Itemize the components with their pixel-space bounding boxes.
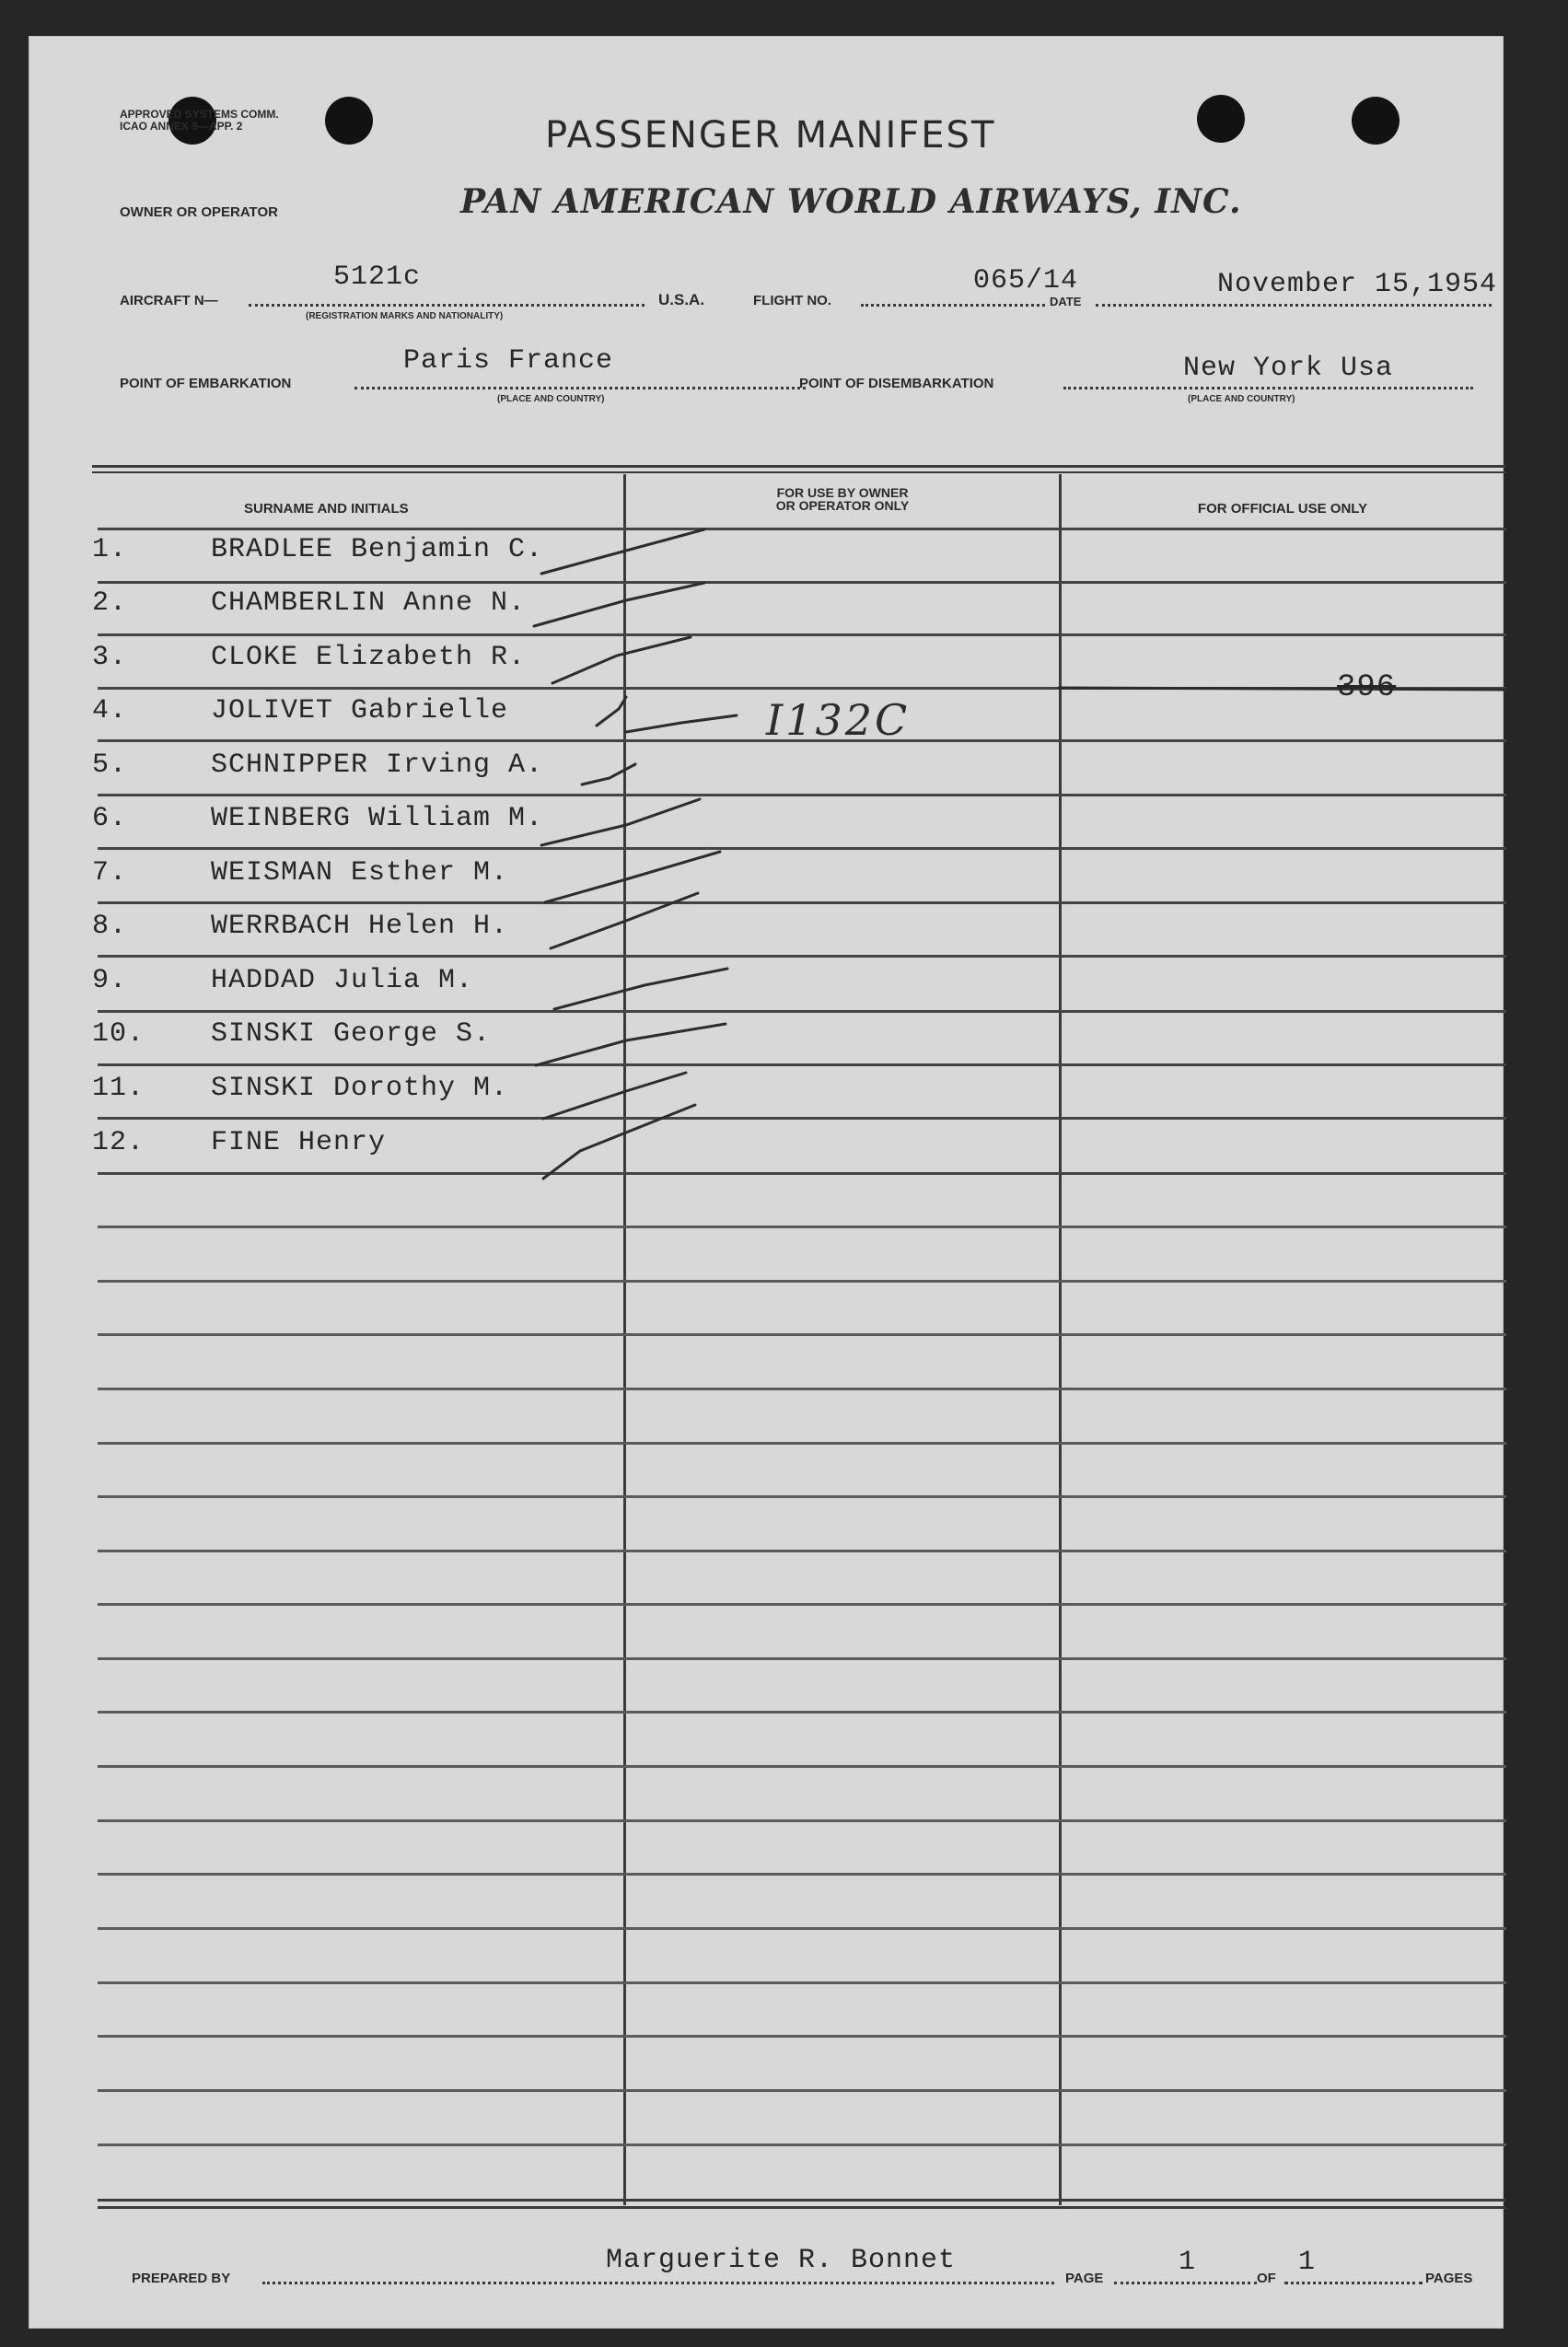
row-number: 12. <box>92 1127 145 1158</box>
checkmark <box>626 715 737 732</box>
passenger-name: CHAMBERLIN Anne N. <box>211 587 527 619</box>
owner-header-line-2: OR OPERATOR ONLY <box>775 498 910 513</box>
passenger-name: SCHNIPPER Irving A. <box>211 749 544 781</box>
passenger-name: HADDAD Julia M. <box>211 965 474 996</box>
checkmark <box>541 799 700 845</box>
disembark-sub: (PLACE AND COUNTRY) <box>1188 394 1295 404</box>
prepared-label: PREPARED BY <box>132 2271 231 2286</box>
column-header-names: SURNAME AND INITIALS <box>244 501 409 517</box>
passenger-name: SINSKI Dorothy M. <box>211 1073 509 1104</box>
official-number: 396 <box>1337 670 1397 705</box>
checkmark <box>536 1024 726 1065</box>
checkmark <box>554 969 727 1009</box>
passenger-name: WEISMAN Esther M. <box>211 857 509 889</box>
approval-line-1: APPROVED SYSTEMS COMM. <box>120 108 279 121</box>
disembark-label: POINT OF DISEMBARKATION <box>799 376 994 391</box>
pages-label: PAGES <box>1425 2271 1473 2286</box>
row-number: 4. <box>92 695 128 726</box>
passenger-name: JOLIVET Gabrielle <box>211 695 509 726</box>
checkmark <box>551 893 698 948</box>
aircraft-value: 5121c <box>333 261 422 293</box>
checkmark <box>543 1105 695 1179</box>
page-title: PASSENGER MANIFEST <box>545 114 996 157</box>
strikethrough <box>1059 688 1506 690</box>
owner-header-line-1: FOR USE BY OWNER <box>776 485 909 500</box>
usa-label: U.S.A. <box>658 291 705 308</box>
row-number: 2. <box>92 587 128 619</box>
aircraft-sub: (REGISTRATION MARKS AND NATIONALITY) <box>306 311 504 321</box>
passenger-name: CLOKE Elizabeth R. <box>211 642 527 673</box>
checkmark <box>543 1073 686 1119</box>
row-number: 3. <box>92 642 128 673</box>
prepared-underline <box>262 2282 1054 2284</box>
checkmark <box>582 764 635 784</box>
operator-name: PAN AMERICAN WORLD AIRWAYS, INC. <box>460 182 1242 221</box>
flight-label: FLIGHT NO. <box>753 293 831 308</box>
row-number: 8. <box>92 911 128 942</box>
date-label: DATE <box>1050 295 1082 308</box>
passenger-name: WEINBERG William M. <box>211 803 544 834</box>
row-number: 1. <box>92 534 128 565</box>
disembark-value: New York Usa <box>1183 353 1394 384</box>
flight-value: 065/14 <box>973 265 1079 296</box>
checkmark <box>552 637 691 683</box>
row-number: 11. <box>92 1073 145 1104</box>
passenger-name: SINSKI George S. <box>211 1018 492 1050</box>
row-number: 5. <box>92 749 128 781</box>
of-value: 1 <box>1298 2247 1317 2278</box>
embark-value: Paris France <box>403 345 614 377</box>
passenger-name: WERRBACH Helen H. <box>211 911 509 942</box>
passenger-name: BRADLEE Benjamin C. <box>211 534 544 565</box>
page-value: 1 <box>1179 2247 1197 2278</box>
embark-label: POINT OF EMBARKATION <box>120 376 292 391</box>
page-underline <box>1114 2282 1257 2284</box>
checkmark <box>541 529 704 574</box>
column-header-official: FOR OFFICIAL USE ONLY <box>1197 501 1368 517</box>
handwritten-code: I132C <box>766 695 911 745</box>
row-number: 10. <box>92 1018 145 1050</box>
of-underline <box>1284 2282 1423 2284</box>
owner-label: OWNER OR OPERATOR <box>120 204 278 220</box>
page-label: PAGE <box>1065 2271 1104 2286</box>
approval-line-2: ICAO ANNEX 9—APP. 2 <box>120 120 243 133</box>
checkmark <box>534 583 704 626</box>
row-number: 6. <box>92 803 128 834</box>
row-number: 9. <box>92 965 128 996</box>
aircraft-label: AIRCRAFT N— <box>120 293 218 308</box>
checkmark <box>597 697 626 726</box>
row-number: 7. <box>92 857 128 889</box>
passenger-name: FINE Henry <box>211 1127 387 1158</box>
embark-sub: (PLACE AND COUNTRY) <box>497 394 605 404</box>
date-value: November 15,1954. <box>1217 269 1516 300</box>
prepared-value: Marguerite R. Bonnet <box>606 2245 957 2276</box>
of-label: OF <box>1257 2271 1276 2286</box>
